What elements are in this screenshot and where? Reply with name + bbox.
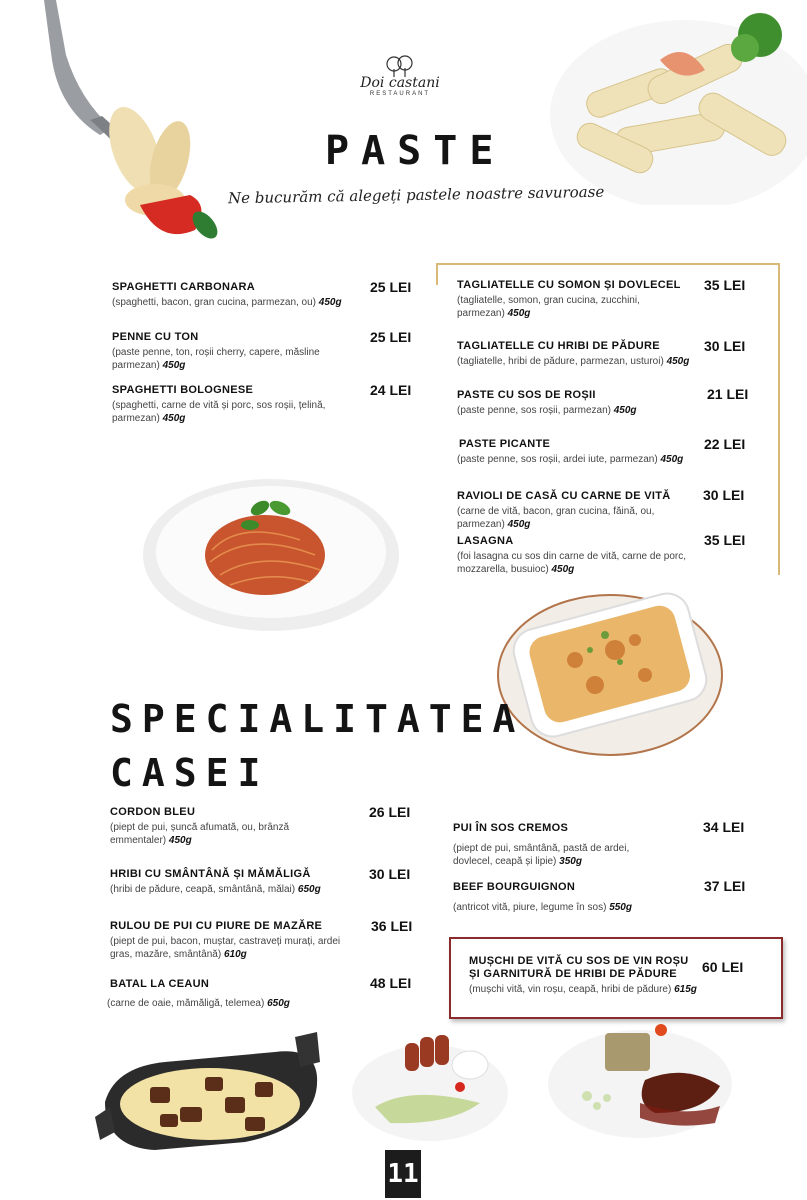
item-description: (paste penne, sos roșii, ardei iute, parmezan) 450g [457,454,684,465]
item-weight: 450g [318,297,342,308]
item-description: (tagliatelle, somon, gran cucina, zucchini, parmezan) 450g [457,295,640,319]
item-name: PASTE PICANTE [459,438,551,450]
lamb-pan-photo [95,1022,325,1157]
item-weight: 450g [613,405,637,416]
logo-name: Doi castani [360,75,440,91]
item-name: RULOU DE PUI CU PIURE DE MAZĂRE [110,920,323,932]
restaurant-logo [340,55,460,97]
item-weight: 650g [297,884,321,895]
item-price: 22 LEI [704,436,746,452]
menu-item [459,438,699,466]
item-name: BATAL LA CEAUN [110,978,210,990]
item-name: SPAGHETTI BOLOGNESE [112,384,254,396]
item-name: PUI ÎN SOS CREMOS [453,822,569,834]
item-price: 35 LEI [704,277,746,293]
item-name: BEEF BOURGUIGNON [453,881,576,893]
menu-item [457,279,687,320]
item-name: LASAGNA [457,535,514,547]
penne-plate-photo [545,0,807,205]
item-description: (spaghetti, bacon, gran cucina, parmezan, ou) 450g [112,297,342,308]
menu-item [110,868,355,896]
page-number: 11 [385,1150,421,1198]
item-price: 21 LEI [707,386,749,402]
item-weight: 350g [559,856,582,867]
item-price: 35 LEI [704,532,746,548]
item-price: 30 LEI [704,338,746,354]
item-weight: 650g [267,998,290,1009]
item-name-line1: MUȘCHI DE VITĂ CU SOS DE VIN ROȘU [469,955,689,967]
item-description: (antricot vită, piure, legume în sos) 550g [453,902,632,913]
item-description: (piept de pui, smântână, pastă de ardei, dovlecel, ceapă și lipie) 350g [453,843,630,867]
menu-item [110,806,310,847]
menu-item [457,535,697,576]
item-description: (foi lasagna cu sos din carne de vită, carne de porc, mozzarella, busuioc) 450g [457,551,687,575]
item-price: 60 LEI [702,959,744,975]
item-name: PENNE CU TON [112,331,199,343]
item-weight: 610g [223,949,247,960]
item-name: PASTE CU SOS DE ROȘII [457,389,596,401]
item-price: 30 LEI [703,487,745,503]
menu-item [453,822,653,868]
item-name-line2: ȘI GARNITURĂ DE HRIBI DE PĂDURE [469,968,677,980]
logo-tagline: RESTAURANT [369,91,431,97]
item-weight: 450g [660,454,684,465]
item-weight: 550g [609,902,632,913]
item-weight: 450g [168,835,192,846]
item-name: HRIBI CU SMÂNTÂNĂ ȘI MĂMĂLIGĂ [110,868,311,880]
item-name: CORDON BLEU [110,806,196,818]
item-price: 26 LEI [369,804,411,820]
item-description: (carne de oaie, mămăligă, telemea) 650g [107,998,290,1009]
item-description: (piept de pui, șuncă afumată, ou, brânză emmentaler) 450g [110,822,290,846]
item-weight: 450g [551,564,575,575]
menu-item [457,340,702,368]
beef-plate-photo [545,1018,735,1140]
item-name: RAVIOLI DE CASĂ CU CARNE DE VITĂ [457,490,671,502]
item-price: 36 LEI [371,918,413,934]
item-weight: 615g [674,984,697,995]
item-price: 37 LEI [704,878,746,894]
item-weight: 450g [507,519,531,530]
item-description: (tagliatelle, hribi de pădure, parmezan, usturoi) 450g [457,356,690,367]
section-title-specialty [110,692,524,800]
menu-item [112,331,342,372]
menu-item [453,881,693,914]
gold-frame-corner [436,263,438,285]
item-name: TAGLIATELLE CU HRIBI DE PĂDURE [457,340,660,352]
item-weight: 450g [162,360,186,371]
specialty-title-line1: SPECIALITATEA [110,697,525,741]
menu-item [112,281,360,309]
item-name: TAGLIATELLE CU SOMON ȘI DOVLECEL [457,279,681,291]
section-subtitle: Ne bucurăm că alegeți pastele noastre savuroase [227,182,605,208]
lasagna-dish-photo [495,580,725,760]
item-price: 34 LEI [703,819,745,835]
spaghetti-plate-photo [140,470,402,635]
item-price: 48 LEI [370,975,412,991]
menu-item [457,490,682,531]
fork-pasta-photo [30,0,220,250]
chicken-roll-plate-photo [350,1015,510,1145]
menu-item [112,384,352,425]
item-description: (hribi de pădure, ceapă, smântână, mălai) 650g [110,884,321,895]
item-price: 24 LEI [370,382,412,398]
item-name: SPAGHETTI CARBONARA [112,281,255,293]
section-title-paste: PASTE [325,128,506,174]
featured-menu-item [469,955,699,996]
specialty-title-line2: CASEI [110,751,270,795]
item-description: (paste penne, ton, roșii cherry, capere, măsline parmezan) 450g [112,347,320,371]
menu-item [107,978,360,1010]
tree-logo-icon [381,55,419,77]
item-description: (spaghetti, carne de vită și porc, sos roșii, țelină, parmezan) 450g [112,400,326,424]
menu-item [110,920,355,961]
item-description: (paste penne, sos roșii, parmezan) 450g [457,405,637,416]
item-description: (mușchi vită, vin roșu, ceapă, hribi de pădure) 615g [469,984,697,995]
item-weight: 450g [162,413,186,424]
item-weight: 450g [507,308,531,319]
item-weight: 450g [666,356,690,367]
item-price: 25 LEI [370,329,412,345]
item-price: 25 LEI [370,279,412,295]
item-price: 30 LEI [369,866,411,882]
menu-item [457,389,687,417]
item-description: (piept de pui, bacon, muștar, castraveți murați, ardei gras, mazăre, smântână) 610g [110,936,341,960]
item-description: (carne de vită, bacon, gran cucina, făină, ou, parmezan) 450g [457,506,655,530]
